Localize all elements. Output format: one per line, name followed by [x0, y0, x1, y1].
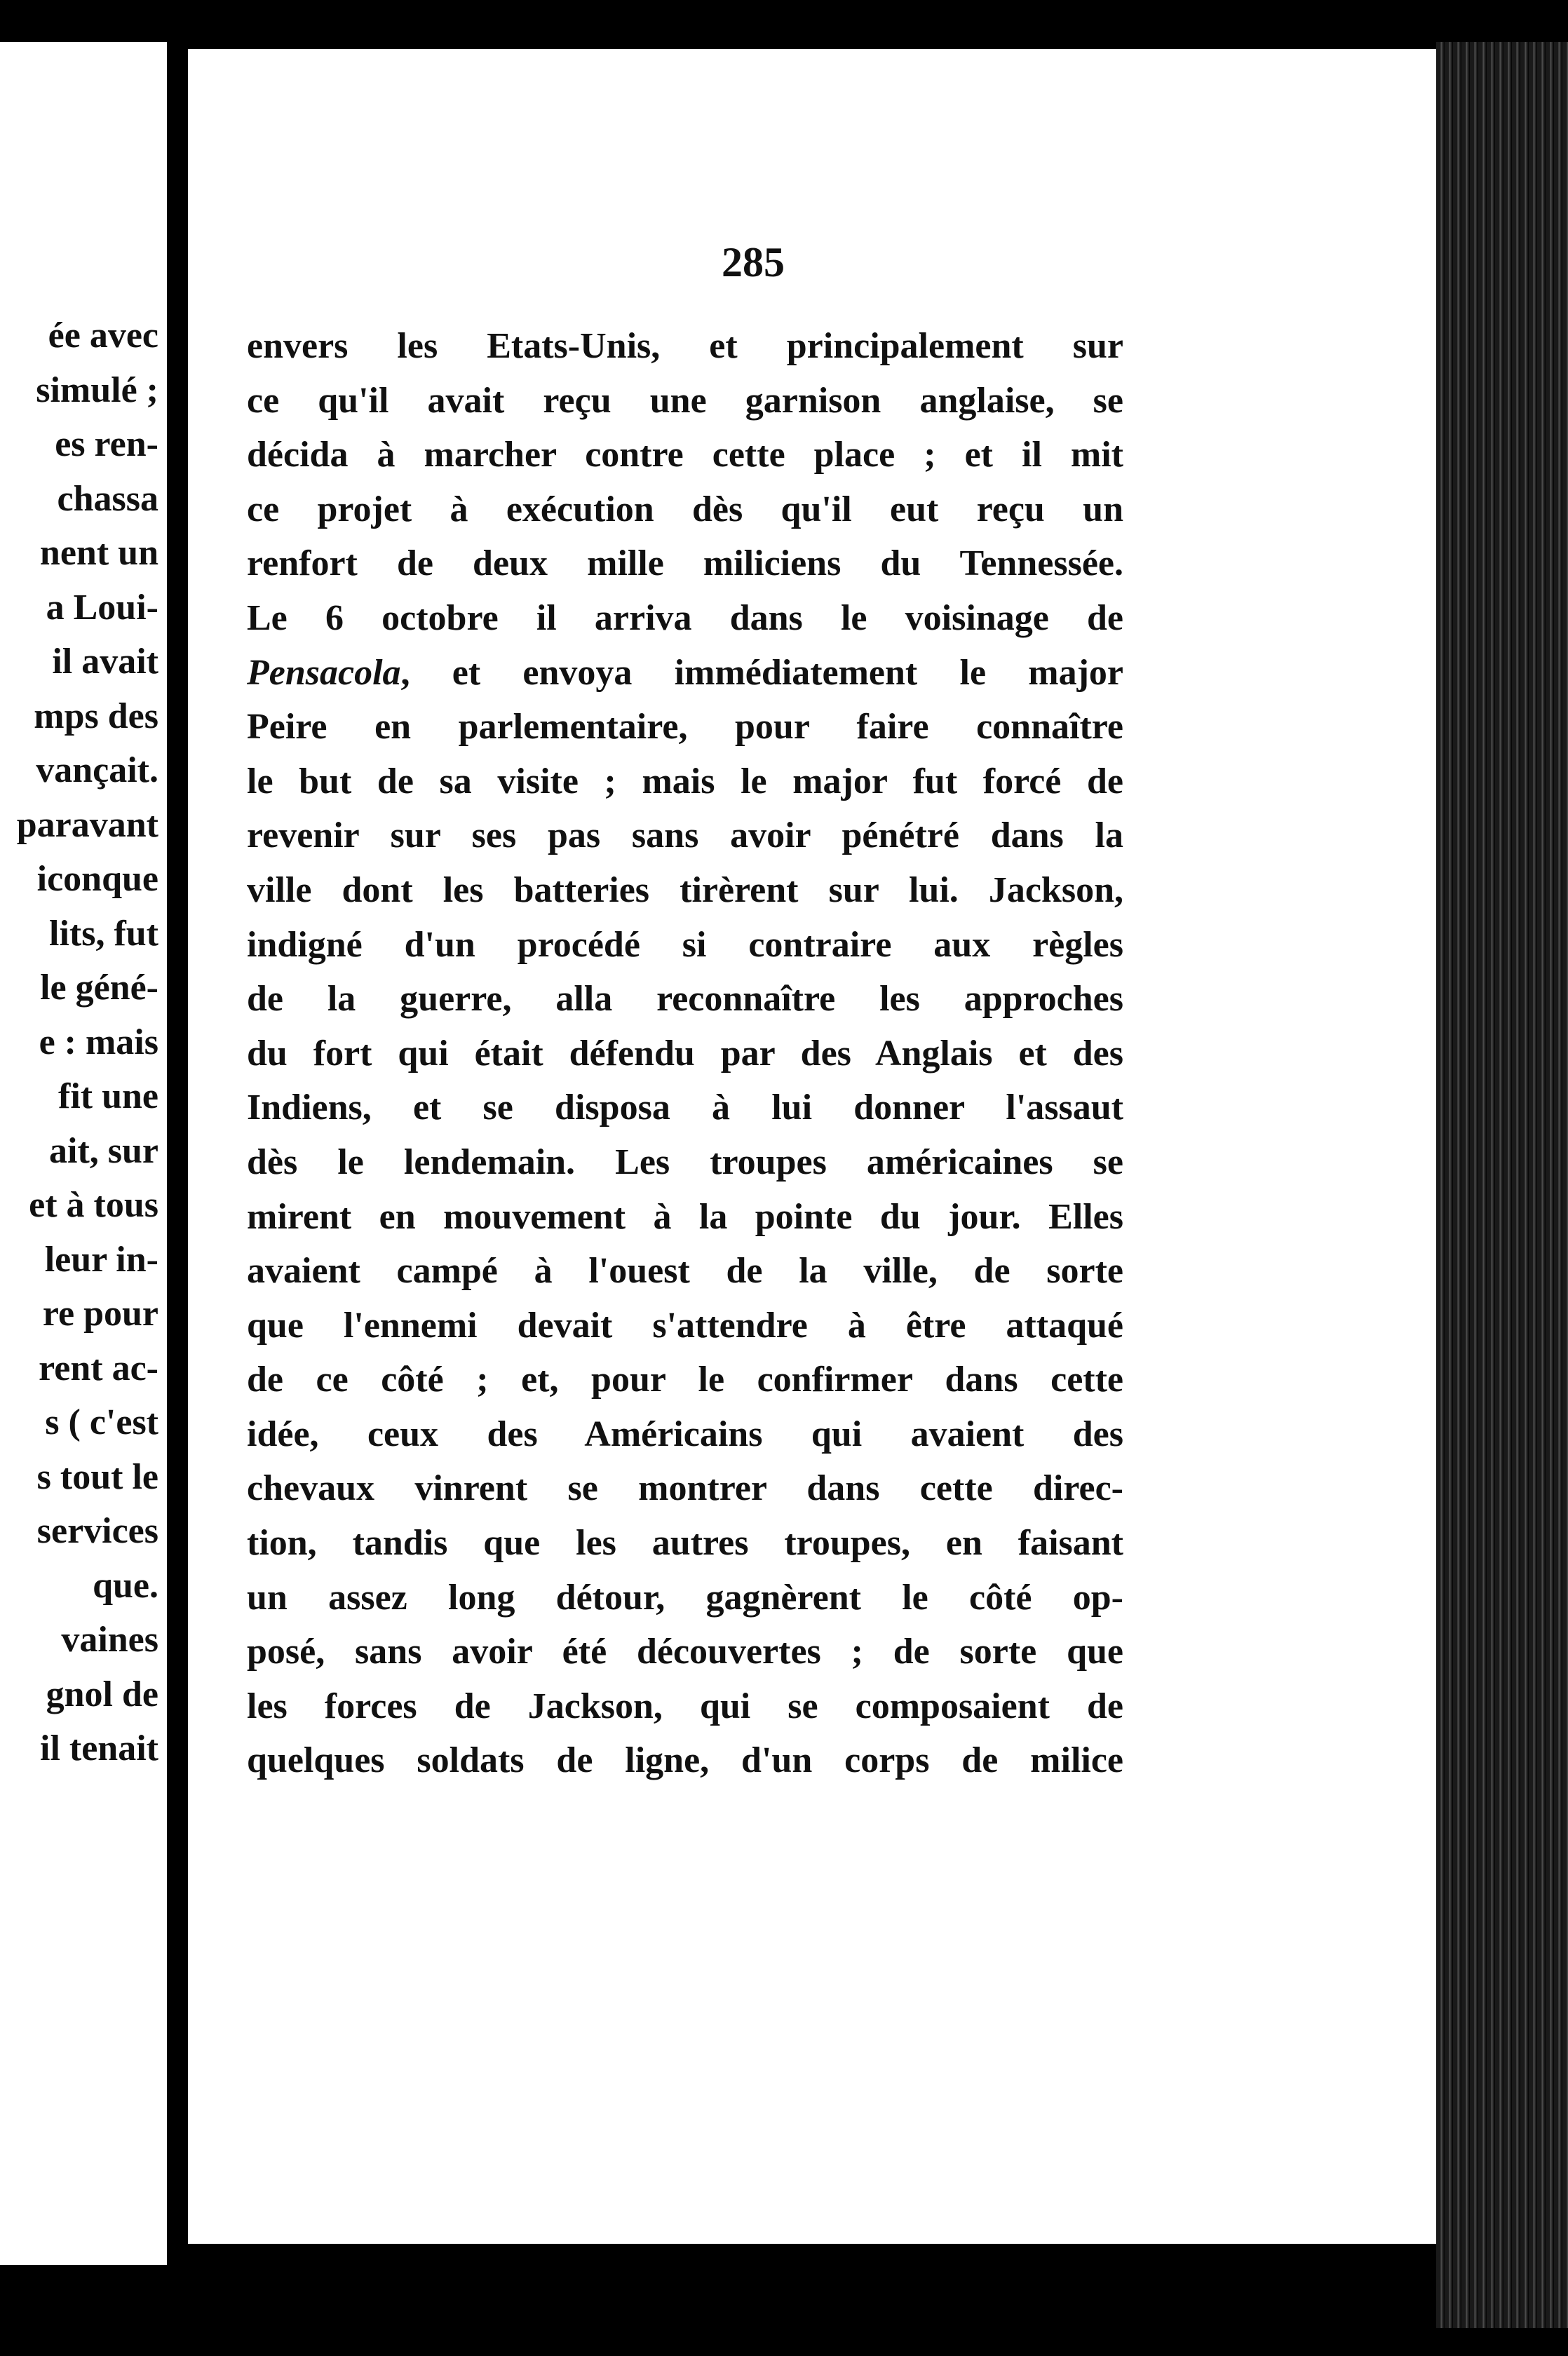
left-line: s ( c'est	[45, 1402, 158, 1442]
text-line: indigné d'un procédé si contraire aux règles	[247, 924, 1123, 965]
left-line: a Loui-	[46, 587, 158, 628]
book-gutter	[167, 0, 188, 2356]
text-line: ville dont les batteries tirèrent sur lui. Jackson,	[247, 869, 1123, 910]
text-line: chevaux vinrent se montrer dans cette direc-	[247, 1468, 1123, 1509]
text-line: dès le lendemain. Les troupes américaines se	[247, 1142, 1123, 1182]
left-line: rent ac-	[39, 1348, 158, 1388]
left-line: services	[36, 1511, 158, 1551]
left-line: le géné-	[40, 968, 158, 1008]
left-line: es ren-	[55, 424, 158, 464]
text-line: quelques soldats de ligne, d'un corps de milice	[247, 1740, 1123, 1781]
text-line: Le 6 octobre il arriva dans le voisinage de	[247, 597, 1123, 638]
left-line: vançait.	[36, 750, 158, 790]
italic-place-name: Pensacola	[247, 652, 401, 693]
text-line: de ce côté ; et, pour le confirmer dans cette	[247, 1360, 1123, 1400]
text-line: du fort qui était défendu par des Anglais et des	[247, 1033, 1123, 1074]
left-line: iconque	[36, 859, 158, 899]
text-line: Indiens, et se disposa à lui donner l'assaut	[247, 1088, 1123, 1128]
left-line: gnol de	[46, 1674, 158, 1714]
page-body-text	[247, 319, 1123, 1788]
text-line: un assez long détour, gagnèrent le côté op-	[247, 1577, 1123, 1618]
text-line: décida à marcher contre cette place ; et il mit	[247, 435, 1123, 475]
previous-page-edge	[0, 42, 167, 2265]
left-line: nent un	[39, 533, 158, 573]
left-line: simulé ;	[36, 370, 158, 410]
text-line: les forces de Jackson, qui se composaient de	[247, 1686, 1123, 1726]
left-line: chassa	[57, 478, 158, 519]
left-line: mps des	[34, 696, 158, 736]
left-line: ée avec	[48, 316, 158, 356]
left-line: leur in-	[44, 1239, 158, 1280]
text-line: tion, tandis que les autres troupes, en faisant	[247, 1523, 1123, 1564]
text-line: revenir sur ses pas sans avoir pénétré dans la	[247, 815, 1123, 856]
left-line: paravant	[16, 804, 158, 845]
left-line: vaines	[61, 1620, 158, 1660]
text-line: Pensacola, et envoya immédiatement le major	[247, 652, 1123, 693]
left-line: ait, sur	[49, 1130, 158, 1171]
left-line: il tenait	[40, 1728, 158, 1768]
book-page	[188, 49, 1436, 2244]
text-line: posé, sans avoir été découvertes ; de sorte que	[247, 1632, 1123, 1672]
text-line: ce qu'il avait reçu une garnison anglaise, se	[247, 380, 1123, 421]
left-line: re pour	[42, 1294, 158, 1334]
left-line: il avait	[52, 642, 158, 682]
text-line: idée, ceux des Américains qui avaient des	[247, 1414, 1123, 1454]
page-stack-edge	[1436, 42, 1568, 2328]
left-line: e : mais	[39, 1022, 158, 1062]
left-line: lits, fut	[49, 913, 158, 954]
left-line: fit une	[58, 1076, 158, 1116]
text-line: Peire en parlementaire, pour faire connaître	[247, 707, 1123, 747]
text-line: renfort de deux mille miliciens du Tennessée.	[247, 543, 1123, 584]
text-line: de la guerre, alla reconnaître les approches	[247, 979, 1123, 1020]
previous-page-text	[17, 309, 158, 1776]
text-line: le but de sa visite ; mais le major fut forcé de	[247, 761, 1123, 801]
left-line: et à tous	[29, 1185, 158, 1225]
text-line: mirent en mouvement à la pointe du jour. Elles	[247, 1196, 1123, 1237]
text-line: avaient campé à l'ouest de la ville, de sorte	[247, 1251, 1123, 1292]
text-line: que l'ennemi devait s'attendre à être attaqué	[247, 1305, 1123, 1346]
text-line: ce projet à exécution dès qu'il eut reçu un	[247, 489, 1123, 529]
page-number: 285	[722, 239, 785, 285]
left-line: que.	[93, 1565, 158, 1606]
text-line: envers les Etats-Unis, et principalement sur	[247, 326, 1123, 366]
left-line: s tout le	[36, 1456, 158, 1497]
